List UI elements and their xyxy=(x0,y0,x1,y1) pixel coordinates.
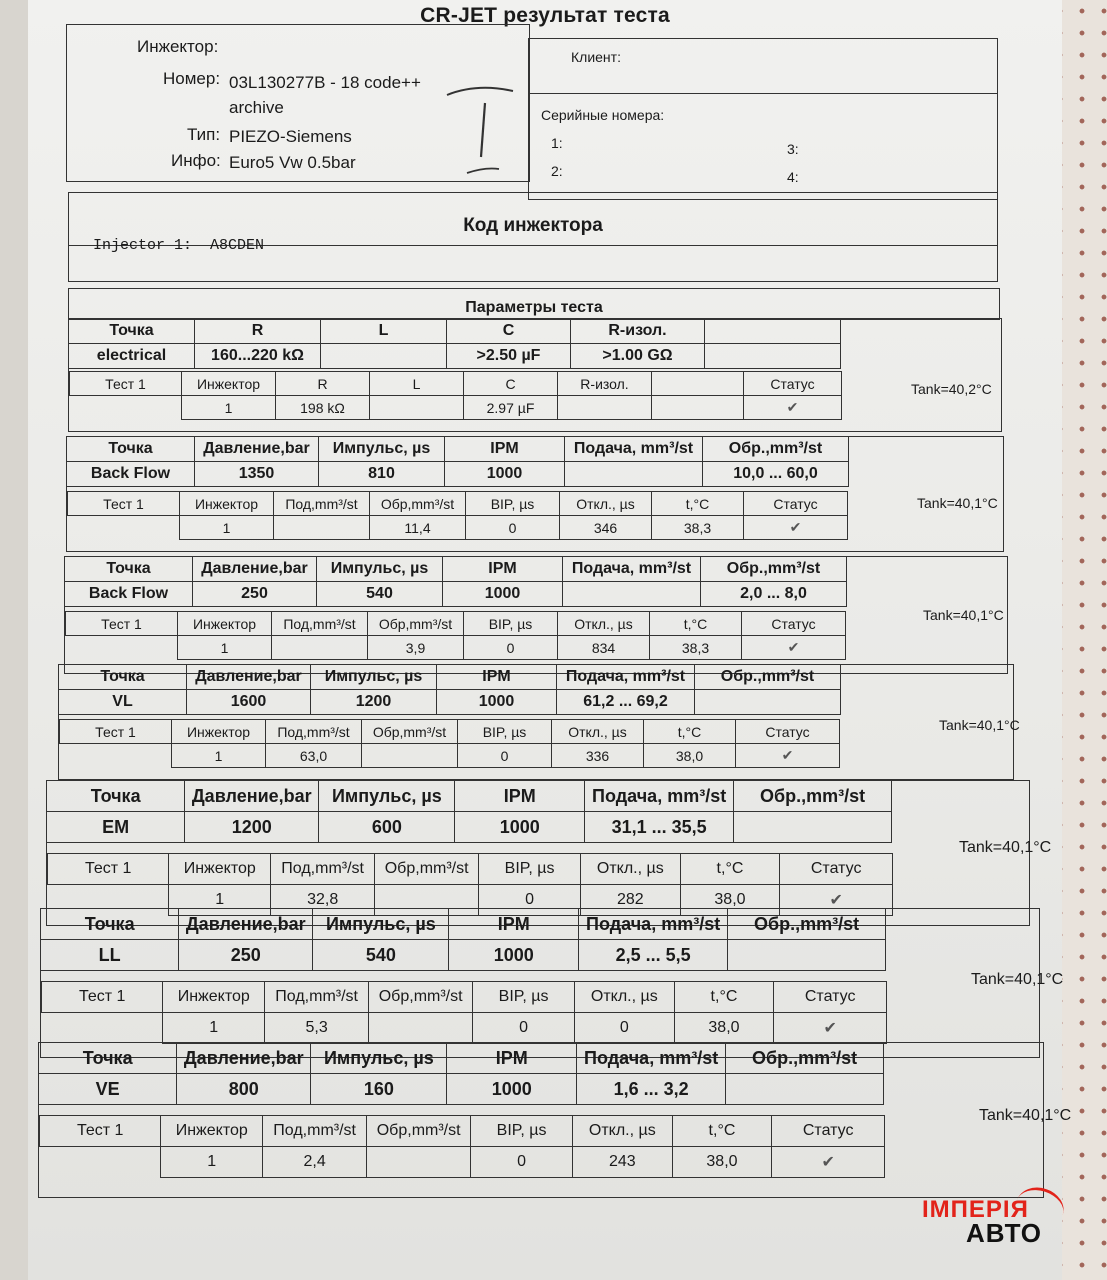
backflow-range: 10,0 ... 60,0 xyxy=(703,462,849,487)
delivery-measured: 5,3 xyxy=(265,1013,369,1044)
pressure-value: 800 xyxy=(177,1074,311,1105)
deviation-col-header: Откл., µs xyxy=(574,982,674,1013)
point-params-table xyxy=(40,908,886,971)
test-params-heading: Параметры теста xyxy=(465,299,603,316)
delivery-range: 31,1 ... 35,5 xyxy=(585,812,734,843)
test-blank-cell xyxy=(70,396,182,420)
bip-value: 0 xyxy=(479,885,581,916)
pressure-header: Давление,bar xyxy=(185,781,319,812)
status-col-header: Статус xyxy=(774,982,887,1013)
temperature-col-header: t,°C xyxy=(650,612,742,636)
blank-col-header xyxy=(652,372,744,396)
pulse-header: Импульс, µs xyxy=(319,437,445,462)
injector-code-box xyxy=(68,192,998,282)
injector-heading: Инжектор: xyxy=(137,37,219,56)
serial-2: 2: xyxy=(551,163,563,179)
ipm-header: IPM xyxy=(437,665,557,690)
deviation-value: 0 xyxy=(574,1013,674,1044)
pressure-header: Давление,bar xyxy=(187,665,311,690)
point-params-table xyxy=(58,664,841,715)
status-col-header: Статус xyxy=(744,492,848,516)
test-blank-cell xyxy=(66,636,178,660)
type-value: PIEZO-Siemens xyxy=(229,127,352,146)
injector-number: 1 xyxy=(180,516,274,540)
injector-col-header: Инжектор xyxy=(161,1116,263,1147)
delivery-measured: 2,4 xyxy=(263,1147,367,1178)
delivery-header: Подача, mm³/st xyxy=(565,437,703,462)
temperature-value: 38,0 xyxy=(672,1147,772,1178)
point-header: Точка xyxy=(47,781,185,812)
pulse-value: 810 xyxy=(319,462,445,487)
ipm-header: IPM xyxy=(449,909,579,940)
delivery-header: Подача, mm³/st xyxy=(579,909,728,940)
delivery-header: Подача, mm³/st xyxy=(585,781,734,812)
point-name: Back Flow xyxy=(65,582,193,607)
pulse-value: 540 xyxy=(313,940,449,971)
blank-measured xyxy=(652,396,744,420)
r-iso-header: R-изол. xyxy=(571,319,705,344)
backflow-header: Обр.,mm³/st xyxy=(728,909,886,940)
pressure-value: 1350 xyxy=(195,462,319,487)
delivery-range: 1,6 ... 3,2 xyxy=(577,1074,726,1105)
bip-col-header: BIP, µs xyxy=(471,1116,573,1147)
injector-number: 1 xyxy=(182,396,276,420)
pulse-value: 600 xyxy=(319,812,455,843)
temperature-value: 38,0 xyxy=(680,885,780,916)
injector-number: 1 xyxy=(163,1013,265,1044)
bip-value: 0 xyxy=(473,1013,575,1044)
point-result-table xyxy=(47,853,893,916)
ipm-value: 1000 xyxy=(443,582,563,607)
temperature-value: 38,0 xyxy=(644,744,736,768)
l-col-header: L xyxy=(370,372,464,396)
backflow-range xyxy=(726,1074,884,1105)
handwritten-mark xyxy=(437,81,517,181)
test-blank-cell xyxy=(60,744,172,768)
point-params-table xyxy=(66,436,849,487)
status-check-icon: ✔ xyxy=(772,1147,885,1178)
delivery-measured: 32,8 xyxy=(271,885,375,916)
serial-1: 1: xyxy=(551,135,563,151)
delivery-col-header: Под,mm³/st xyxy=(271,854,375,885)
point-name: Back Flow xyxy=(67,462,195,487)
deviation-value: 834 xyxy=(558,636,650,660)
test-label: Тест 1 xyxy=(70,372,182,396)
pulse-header: Импульс, µs xyxy=(313,909,449,940)
point-name: electrical xyxy=(69,344,195,369)
status-col-header: Статус xyxy=(736,720,840,744)
bip-value: 0 xyxy=(471,1147,573,1178)
status-check-icon: ✔ xyxy=(774,1013,887,1044)
deviation-value: 346 xyxy=(560,516,652,540)
point-header: Точка xyxy=(65,557,193,582)
test-blank-cell xyxy=(40,1147,161,1178)
injector-info-box xyxy=(66,24,530,182)
bip-col-header: BIP, µs xyxy=(473,982,575,1013)
electrical-points-table xyxy=(68,318,841,369)
r-header: R xyxy=(195,319,321,344)
logo-line-2: АВТО xyxy=(966,1218,1043,1248)
backflow-col-header: Обр,mm³/st xyxy=(368,612,464,636)
point-name: LL xyxy=(41,940,179,971)
test-label: Тест 1 xyxy=(60,720,172,744)
backflow-header: Обр.,mm³/st xyxy=(703,437,849,462)
r-iso-range: >1.00 GΩ xyxy=(571,344,705,369)
pressure-header: Давление,bar xyxy=(179,909,313,940)
test-point-section-5 xyxy=(40,908,1064,1058)
point-result-table xyxy=(41,981,887,1044)
backflow-measured xyxy=(367,1147,471,1178)
injector-col-header: Инжектор xyxy=(178,612,272,636)
temperature-col-header: t,°C xyxy=(644,720,736,744)
injector-code-heading: Код инжектора xyxy=(463,215,603,236)
pressure-value: 250 xyxy=(193,582,317,607)
backflow-measured xyxy=(362,744,458,768)
l-header: L xyxy=(321,319,447,344)
c-range: >2.50 µF xyxy=(447,344,571,369)
point-name: EM xyxy=(47,812,185,843)
temperature-col-header: t,°C xyxy=(652,492,744,516)
status-check-icon: ✔ xyxy=(742,636,846,660)
test-blank-cell xyxy=(68,516,180,540)
delivery-col-header: Под,mm³/st xyxy=(272,612,368,636)
ipm-value: 1000 xyxy=(447,1074,577,1105)
client-label: Клиент: xyxy=(571,49,621,65)
tank-temperature: Tank=40,1°C xyxy=(923,607,1004,623)
status-check-icon: ✔ xyxy=(744,396,842,420)
empty-range xyxy=(705,344,841,369)
tank-temperature: Tank=40,2°C xyxy=(911,381,992,397)
ipm-value: 1000 xyxy=(455,812,585,843)
delivery-header: Подача, mm³/st xyxy=(577,1043,726,1074)
pulse-header: Импульс, µs xyxy=(317,557,443,582)
point-result-table xyxy=(59,719,840,768)
temperature-col-header: t,°C xyxy=(680,854,780,885)
point-header: Точка xyxy=(69,319,195,344)
electrical-section xyxy=(68,318,1002,432)
backflow-col-header: Обр,mm³/st xyxy=(367,1116,471,1147)
point-header: Точка xyxy=(59,665,187,690)
pulse-header: Импульс, µs xyxy=(311,1043,447,1074)
imperia-avto-logo xyxy=(920,1196,1060,1248)
temperature-value: 38,3 xyxy=(652,516,744,540)
backflow-measured: 3,9 xyxy=(368,636,464,660)
status-col-header: Статус xyxy=(772,1116,885,1147)
test-label: Тест 1 xyxy=(66,612,178,636)
empty-header xyxy=(705,319,841,344)
r-col-header: R xyxy=(276,372,370,396)
client-divider xyxy=(529,93,997,94)
number-archive: archive xyxy=(229,98,284,117)
tank-temperature: Tank=40,1°C xyxy=(979,1107,1072,1124)
electrical-result-table xyxy=(69,371,842,420)
backflow-header: Обр.,mm³/st xyxy=(695,665,841,690)
bip-col-header: BIP, µs xyxy=(458,720,552,744)
deviation-col-header: Откл., µs xyxy=(558,612,650,636)
pressure-value: 1600 xyxy=(187,690,311,715)
number-label: Номер: xyxy=(163,69,221,88)
ipm-header: IPM xyxy=(443,557,563,582)
backflow-measured xyxy=(369,1013,473,1044)
temperature-value: 38,3 xyxy=(650,636,742,660)
bip-col-header: BIP, µs xyxy=(464,612,558,636)
test-params-heading-box xyxy=(68,288,1000,320)
test-point-section-6 xyxy=(38,1042,1072,1198)
deviation-value: 243 xyxy=(572,1147,672,1178)
temperature-value: 38,0 xyxy=(674,1013,774,1044)
bip-value: 0 xyxy=(458,744,552,768)
point-params-table xyxy=(64,556,847,607)
backflow-header: Обр.,mm³/st xyxy=(701,557,847,582)
serials-label: Серийные номера: xyxy=(541,107,665,123)
point-header: Точка xyxy=(41,909,179,940)
delivery-col-header: Под,mm³/st xyxy=(263,1116,367,1147)
test-blank-cell xyxy=(42,1013,163,1044)
ipm-value: 1000 xyxy=(449,940,579,971)
status-col-header: Статус xyxy=(744,372,842,396)
delivery-col-header: Под,mm³/st xyxy=(274,492,370,516)
deviation-value: 336 xyxy=(552,744,644,768)
type-label: Тип: xyxy=(187,125,221,144)
backflow-col-header: Обр,mm³/st xyxy=(369,982,473,1013)
point-params-table xyxy=(38,1042,884,1105)
delivery-measured: 63,0 xyxy=(266,744,362,768)
c-measured: 2.97 µF xyxy=(464,396,558,420)
pulse-header: Импульс, µs xyxy=(319,781,455,812)
test-report-sheet xyxy=(28,0,1072,1280)
injector-number: 1 xyxy=(161,1147,263,1178)
deviation-value: 282 xyxy=(580,885,680,916)
ipm-header: IPM xyxy=(455,781,585,812)
ipm-header: IPM xyxy=(447,1043,577,1074)
backflow-col-header: Обр,mm³/st xyxy=(375,854,479,885)
point-header: Точка xyxy=(39,1043,177,1074)
pressure-value: 1200 xyxy=(185,812,319,843)
bip-col-header: BIP, µs xyxy=(479,854,581,885)
test-label: Тест 1 xyxy=(40,1116,161,1147)
backflow-col-header: Обр,mm³/st xyxy=(362,720,458,744)
test-label: Тест 1 xyxy=(68,492,180,516)
number-value: 03L130277B - 18 code++ xyxy=(229,73,421,92)
pressure-value: 250 xyxy=(179,940,313,971)
ipm-value: 1000 xyxy=(445,462,565,487)
bip-value: 0 xyxy=(464,636,558,660)
deviation-col-header: Откл., µs xyxy=(552,720,644,744)
point-header: Точка xyxy=(67,437,195,462)
delivery-measured xyxy=(274,516,370,540)
serial-4: 4: xyxy=(787,169,799,185)
status-check-icon: ✔ xyxy=(744,516,848,540)
backflow-measured: 11,4 xyxy=(370,516,466,540)
status-check-icon: ✔ xyxy=(736,744,840,768)
tank-temperature: Tank=40,1°C xyxy=(971,971,1064,988)
point-result-table xyxy=(65,611,846,660)
status-check-icon: ✔ xyxy=(780,885,893,916)
delivery-col-header: Под,mm³/st xyxy=(266,720,362,744)
delivery-range xyxy=(563,582,701,607)
injector-number: 1 xyxy=(169,885,271,916)
delivery-range: 61,2 ... 69,2 xyxy=(557,690,695,715)
pressure-header: Давление,bar xyxy=(193,557,317,582)
point-result-table xyxy=(39,1115,885,1178)
injector-col-header: Инжектор xyxy=(182,372,276,396)
tank-temperature: Tank=40,1°C xyxy=(917,495,998,511)
backflow-header: Обр.,mm³/st xyxy=(726,1043,884,1074)
deviation-col-header: Откл., µs xyxy=(560,492,652,516)
test-point-section-2 xyxy=(64,556,1008,674)
point-params-table xyxy=(46,780,892,843)
backflow-col-header: Обр,mm³/st xyxy=(370,492,466,516)
r-iso-col-header: R-изол. xyxy=(558,372,652,396)
pulse-value: 540 xyxy=(317,582,443,607)
backflow-range xyxy=(695,690,841,715)
test-label: Тест 1 xyxy=(42,982,163,1013)
pulse-value: 160 xyxy=(311,1074,447,1105)
delivery-header: Подача, mm³/st xyxy=(563,557,701,582)
test-point-section-3 xyxy=(58,664,1020,780)
pressure-header: Давление,bar xyxy=(195,437,319,462)
bip-value: 0 xyxy=(466,516,560,540)
test-point-section-1 xyxy=(66,436,1004,552)
delivery-range xyxy=(565,462,703,487)
point-result-table xyxy=(67,491,848,540)
pulse-header: Импульс, µs xyxy=(311,665,437,690)
backflow-range xyxy=(728,940,886,971)
point-name: VL xyxy=(59,690,187,715)
status-col-header: Статус xyxy=(742,612,846,636)
tank-temperature: Tank=40,1°C xyxy=(959,839,1052,856)
pulse-value: 1200 xyxy=(311,690,437,715)
serial-3: 3: xyxy=(787,141,799,157)
temperature-col-header: t,°C xyxy=(674,982,774,1013)
client-info-box xyxy=(528,38,998,200)
injector-col-header: Инжектор xyxy=(172,720,266,744)
bip-col-header: BIP, µs xyxy=(466,492,560,516)
delivery-header: Подача, mm³/st xyxy=(557,665,695,690)
injector-number: 1 xyxy=(172,744,266,768)
deviation-col-header: Откл., µs xyxy=(572,1116,672,1147)
r-range: 160...220 kΩ xyxy=(195,344,321,369)
status-col-header: Статус xyxy=(780,854,893,885)
backflow-range xyxy=(734,812,892,843)
backflow-header: Обр.,mm³/st xyxy=(734,781,892,812)
logo-line-1: ІМПЕРІЯ xyxy=(922,1196,1029,1223)
c-header: C xyxy=(447,319,571,344)
backflow-range: 2,0 ... 8,0 xyxy=(701,582,847,607)
temperature-col-header: t,°C xyxy=(672,1116,772,1147)
report-title: CR-JET результат теста xyxy=(420,4,670,27)
tank-temperature: Tank=40,1°C xyxy=(939,717,1020,733)
injector-number: 1 xyxy=(178,636,272,660)
l-measured xyxy=(370,396,464,420)
c-col-header: C xyxy=(464,372,558,396)
r-measured: 198 kΩ xyxy=(276,396,370,420)
pressure-header: Давление,bar xyxy=(177,1043,311,1074)
info-label: Инфо: xyxy=(171,151,221,170)
injector-code-line: Injector 1: A8CDEN xyxy=(93,237,265,254)
deviation-col-header: Откл., µs xyxy=(580,854,680,885)
injector-col-header: Инжектор xyxy=(180,492,274,516)
l-range xyxy=(321,344,447,369)
test-label: Тест 1 xyxy=(48,854,169,885)
info-value: Euro5 Vw 0.5bar xyxy=(229,153,356,172)
injector-col-header: Инжектор xyxy=(163,982,265,1013)
test-point-section-4 xyxy=(46,780,1052,926)
ipm-value: 1000 xyxy=(437,690,557,715)
r-iso-measured xyxy=(558,396,652,420)
point-name: VE xyxy=(39,1074,177,1105)
delivery-measured xyxy=(272,636,368,660)
delivery-range: 2,5 ... 5,5 xyxy=(579,940,728,971)
injector-col-header: Инжектор xyxy=(169,854,271,885)
delivery-col-header: Под,mm³/st xyxy=(265,982,369,1013)
ipm-header: IPM xyxy=(445,437,565,462)
